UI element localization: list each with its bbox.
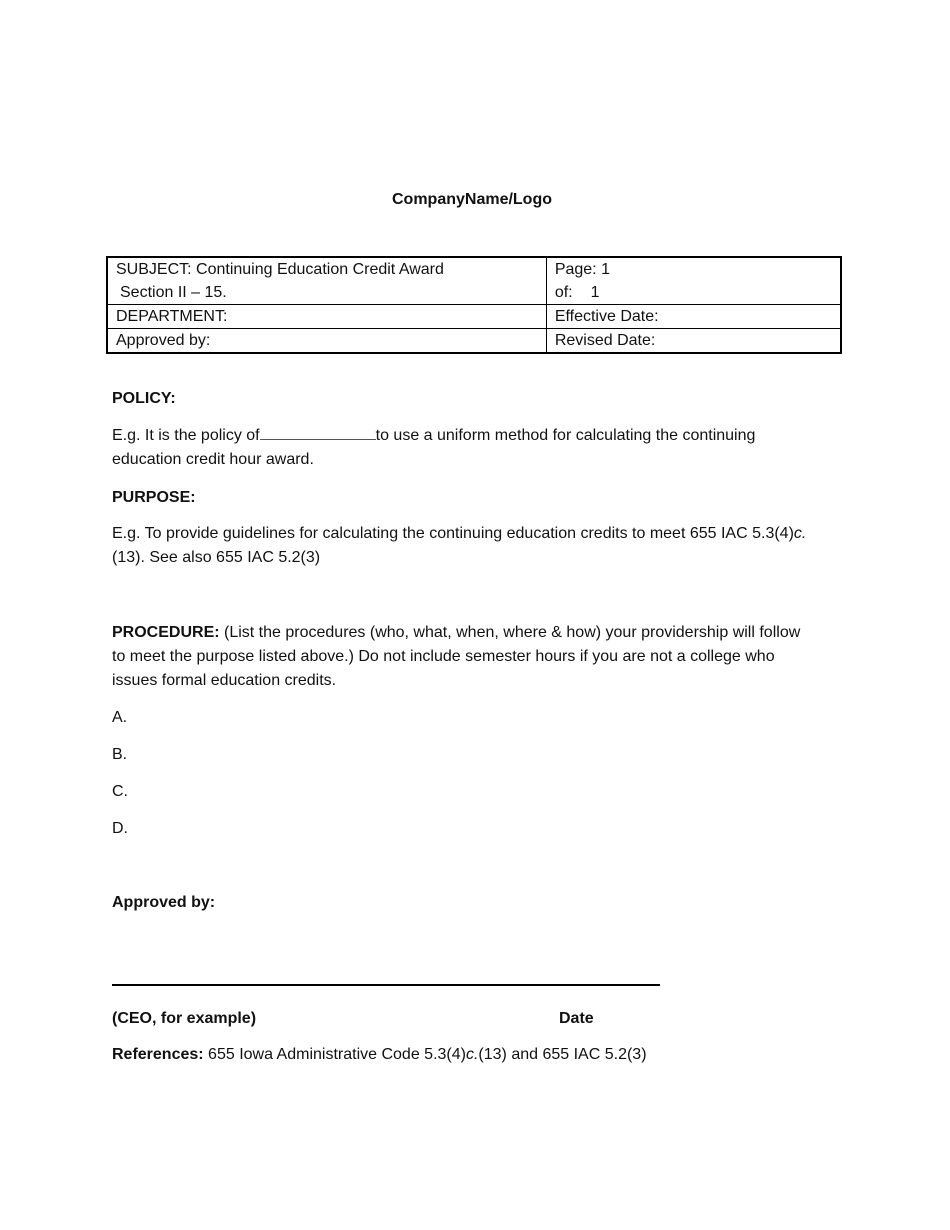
revised-date-cell: Revised Date:	[546, 329, 841, 354]
of-value: 1	[590, 284, 600, 301]
effective-date-cell: Effective Date:	[546, 305, 841, 329]
purpose-text-part1: E.g. To provide guidelines for calculating the continuing education credits to meet 655 IAC 5.3(4)	[112, 525, 794, 542]
subject-text: SUBJECT: Continuing Education Credit Award	[116, 261, 444, 278]
table-row	[107, 257, 841, 305]
procedure-paragraph	[112, 621, 812, 693]
department-cell: DEPARTMENT:	[107, 305, 546, 329]
policy-blank-field	[260, 425, 376, 440]
signature-line	[112, 984, 660, 986]
purpose-text-italic: c.	[793, 525, 807, 542]
purpose-heading	[112, 486, 812, 510]
purpose-text-part2: (13). See also 655 IAC 5.2(3)	[112, 549, 321, 566]
of-label: of:	[554, 284, 573, 301]
section-text: Section II – 15.	[120, 284, 227, 301]
procedure-item: B.	[112, 746, 128, 763]
policy-text-before: E.g. It is the policy of	[112, 427, 260, 444]
references-label: References:	[112, 1046, 204, 1063]
document-info-table	[106, 256, 842, 354]
references-text-italic: c.	[465, 1046, 479, 1063]
procedure-item: C.	[112, 783, 128, 800]
references-text-part1: 655 Iowa Administrative Code 5.3(4)	[203, 1046, 466, 1063]
procedure-heading: PROCEDURE:	[112, 624, 220, 641]
page-label: Page: 1	[554, 261, 610, 278]
date-caption: Date	[559, 1010, 594, 1027]
purpose-heading-text: PURPOSE:	[112, 489, 196, 506]
page-of-line	[555, 281, 832, 304]
procedure-item: A.	[112, 709, 128, 726]
subject-cell	[107, 257, 546, 305]
table-row	[107, 305, 841, 329]
policy-text-after: to use a uniform method for calculating the continuing education credit hour award.	[112, 427, 756, 468]
procedure-text: (List the procedures (who, what, when, where & how) your providership will follow to meet the purpose listed above.) Do not include semester hours if you are not a college who issues formal education credits.	[112, 624, 801, 689]
policy-heading	[112, 387, 812, 411]
policy-heading-text: POLICY:	[112, 390, 176, 407]
approved-by-cell: Approved by:	[107, 329, 546, 354]
references-paragraph	[112, 1043, 832, 1067]
table-row	[107, 329, 841, 354]
page-cell	[546, 257, 841, 305]
references-text-part2: (13) and 655 IAC 5.2(3)	[478, 1046, 647, 1063]
purpose-paragraph	[112, 522, 812, 570]
approved-by-heading	[112, 891, 812, 915]
signer-caption: (CEO, for example)	[112, 1010, 257, 1027]
approved-by-heading-text: Approved by:	[112, 894, 216, 911]
company-name-logo: CompanyName/Logo	[391, 191, 552, 208]
procedure-item: D.	[112, 820, 128, 837]
policy-paragraph	[112, 424, 812, 472]
